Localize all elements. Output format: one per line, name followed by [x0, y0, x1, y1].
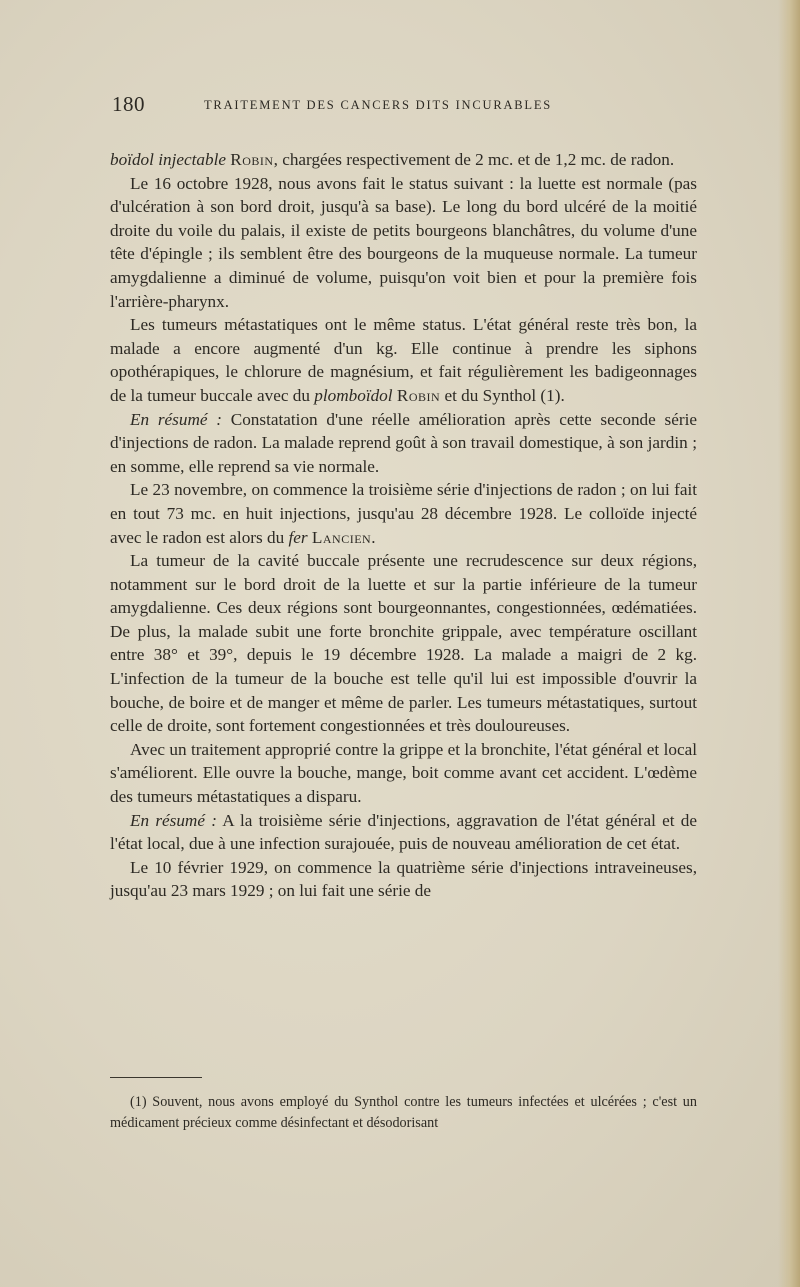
italic-lead: En résumé : [130, 810, 217, 830]
page-header [112, 92, 702, 122]
paragraph-2: Le 16 octobre 1928, nous avons fait le status suivant : la luette est normale (pas d'ulcération à son bord droit, jusqu'à sa base). Le long du bord ulcéré de la moitié droite du voile du palais, il existe de petits bourgeons blanchâtres, du volume d'une tête d'épingle ; ils semblent être des bourgeons de la muqueuse normale. La tumeur amygdalienne a diminué de volume, puisqu'on voit bien et pour la première fois l'arrière-pharynx. [110, 173, 697, 311]
paragraph-3 [110, 313, 697, 407]
italic-term: plomboïdol [314, 385, 393, 405]
text-span: . [371, 527, 376, 547]
footnote-text: (1) Souvent, nous avons employé du Synthol contre les tumeurs infectées et ulcérées ; c'est un médicament précieux comme désinfectant et désodorisant [110, 1094, 697, 1131]
text-span: Constatation d'une réelle amélioration après cette seconde série d'injections de radon. La malade reprend goût à son travail domestique, à son jardin ; en somme, elle reprend sa vie normale. [110, 409, 697, 476]
page-edge-shadow [778, 0, 800, 1287]
small-caps-name: Robin [230, 150, 274, 169]
page-number: 180 [112, 92, 145, 116]
text-span: A la troisième série d'injections, aggravation de l'état général et de l'état local, due à une infection surajouée, puis de nouveau amélioration de cet état. [110, 810, 697, 854]
text-span: , chargées respectivement de 2 mc. et de 1,2 mc. de radon. [273, 150, 675, 169]
italic-lead: En résumé : [130, 409, 222, 429]
body-text [110, 148, 697, 903]
paragraph-8 [110, 809, 697, 856]
italic-term: boïdol injectable [110, 150, 226, 169]
small-caps-name: Robin [396, 385, 441, 405]
paragraph-5 [110, 478, 697, 549]
running-title: TRAITEMENT DES CANCERS DITS INCURABLES [204, 98, 553, 112]
paragraph-1 [110, 148, 697, 172]
paragraph-4 [110, 408, 697, 479]
footnote [110, 1092, 697, 1134]
text-span: Les tumeurs métastatiques ont le même status. L'état général reste très bon, la malade a encore augmenté d'un kg. Elle continue à prendre les siphons opothérapiques, le chlorure de magnésium, et fait régulièrement les badigeonnages de la tumeur buccale avec du [110, 315, 697, 405]
text-span: Le 23 novembre, on commence la troisième série d'injections de radon ; on lui fait en tout 73 mc. en huit injections, jusqu'au 28 décembre 1928. Le colloïde injecté avec le radon est alors du [110, 480, 697, 547]
footnote-divider [110, 1077, 202, 1078]
small-caps-name: Lancien [311, 527, 372, 547]
paragraph-7: Avec un traitement approprié contre la grippe et la bronchite, l'état général et local s'améliorent. Elle ouvre la bouche, mange, boit comme avant cet accident. L'œdème des tumeurs métastatiques a disparu. [110, 739, 697, 807]
text-span: et du Synthol (1). [440, 385, 565, 405]
paragraph-9: Le 10 février 1929, on commence la quatrième série d'injections intraveineuses, jusqu'au 23 mars 1929 ; on lui fait une série de [110, 857, 697, 901]
italic-term: fer [288, 527, 308, 547]
paragraph-6: La tumeur de la cavité buccale présente une recrudescence sur deux régions, notamment sur le bord droit de la luette et sur la partie inférieure de la tumeur amygdalienne. Ces deux régions sont bourgeonnantes, congestionnées, œdématiées. De plus, la malade subit une forte bronchite grippale, avec température oscillant entre 38° et 39°, depuis le 19 décembre 1928. La malade a maigri de 2 kg. L'infection de la tumeur de la bouche est telle qu'il lui est impossible d'ouvrir la bouche, de boire et de manger et même de parler. Les tumeurs métastatiques, surtout celle de droite, sont fortement congestionnées et très douloureuses. [110, 551, 697, 736]
